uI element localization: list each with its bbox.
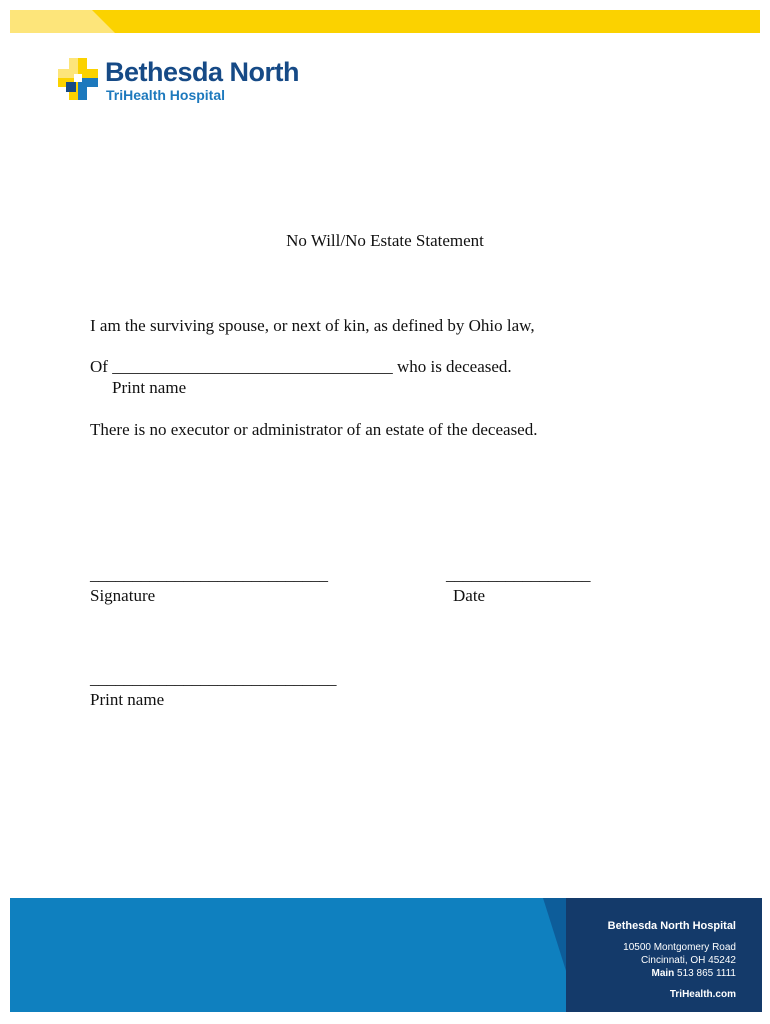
- date-label: Date: [453, 586, 486, 605]
- document-title: No Will/No Estate Statement: [286, 231, 484, 250]
- logo-subtitle: TriHealth Hospital: [106, 87, 226, 103]
- deceased-name-line[interactable]: Of _________________________________ who is deceased.: [90, 357, 512, 376]
- footer-website[interactable]: TriHealth.com: [669, 989, 736, 1000]
- print-name-line[interactable]: _____________________________: [90, 669, 337, 688]
- footer-address-2: Cincinnati, OH 45242: [640, 955, 736, 966]
- footer-contact: [608, 920, 736, 1001]
- top-accent-bar: [10, 10, 760, 33]
- footer-phone: [608, 967, 736, 980]
- footer-hospital-name: Bethesda North Hospital: [607, 920, 736, 932]
- print-name-label: Print name: [90, 690, 165, 709]
- print-name-hint: Print name: [112, 378, 187, 397]
- logo-title: Bethesda North: [105, 57, 300, 87]
- date-line[interactable]: _________________: [446, 565, 591, 584]
- footer-phone-label: Main: [651, 968, 675, 979]
- footer-banner: [10, 898, 762, 1012]
- signature-label: Signature: [90, 586, 156, 605]
- no-executor-statement: There is no executor or administrator of an estate of the deceased.: [90, 420, 538, 439]
- footer-address-1: 10500 Montgomery Road: [623, 942, 736, 953]
- statement-line: I am the surviving spouse, or next of kin, as defined by Ohio law,: [90, 316, 535, 335]
- footer-phone-number: 513 865 1111: [677, 968, 736, 979]
- signature-line[interactable]: ____________________________: [90, 565, 328, 584]
- top-bar-fill: [10, 10, 760, 33]
- cross-logo-icon: [56, 56, 100, 102]
